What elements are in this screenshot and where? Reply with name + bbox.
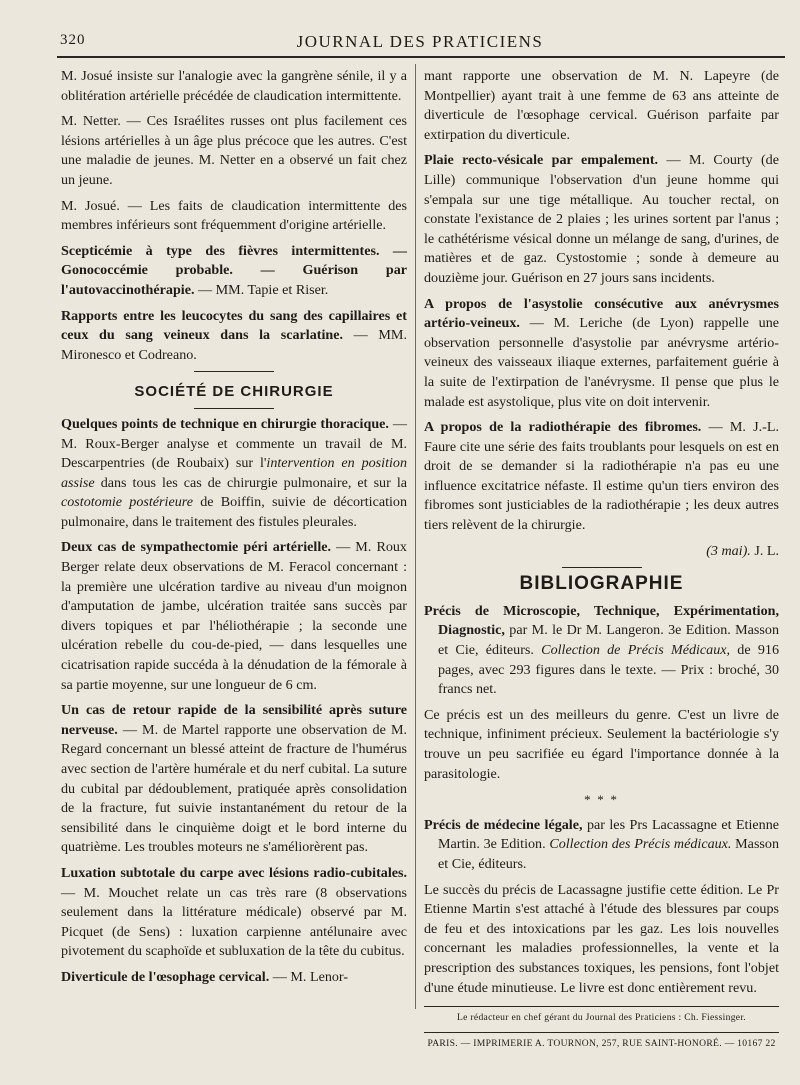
- entry-title: Un cas de retour rapide de la sensibilité après suture nerveuse.: [61, 702, 407, 738]
- paragraph: [424, 295, 779, 413]
- paragraph: M. Josué. — Les faits de claudication intermittente des membres inférieurs sont fréquemment d'origine artérielle.: [61, 197, 407, 234]
- entry-title: Quelques points de technique en chirurgie thoracique.: [61, 415, 389, 432]
- entry-title: Plaie recto-vésicale par empalement.: [424, 152, 659, 169]
- column-divider: [415, 64, 416, 1009]
- entry-text: — M. Roux-Berger analyse et commente un travail de M. Descarpentries (de Roubaix) sur l': [61, 415, 407, 472]
- bibliography-entry: [424, 602, 779, 700]
- signature-initials: J. L.: [750, 542, 779, 559]
- paragraph: [61, 538, 407, 695]
- entry-title: Scepticémie à type des fièvres intermittentes. — Gonococcémie probable. — Guérison par l'autovaccinothérapie.: [61, 242, 407, 298]
- footer-rule: [424, 1032, 779, 1033]
- signature-date: (3 mai).: [706, 542, 751, 559]
- paragraph: M. Netter. — Ces Israélites russes ont plus facilement ces lésions artérielles à un âge plus précoce que les autres. C'est une maladie de jeunes. M. Netter en a observé un fait chez un jeune.: [61, 113, 407, 188]
- divider: [194, 371, 274, 372]
- paragraph: mant rapporte une observation de M. N. Lapeyre (de Montpellier) ayant trait à une femme de 63 ans atteinte de diverticule de l'œsophage cervical. Guérison parfaite par extirpation du diverticule.: [424, 68, 779, 143]
- book-title: Précis de médecine légale,: [424, 816, 583, 833]
- divider: [562, 567, 642, 568]
- review-text: Ce précis est un des meilleurs du genre. C'est un livre de technique, infiniment précieux. Seulement la bactériologie s'y trouve un peu sacrifiée eu égard l'importance donnée à la parasitologie.: [424, 706, 779, 782]
- entry-title: A propos de la radiothérapie des fibromes.: [424, 419, 702, 436]
- entry-text: de Boiffin, suivie de décortication pulmonaire, dans le traitement des fistules pleurales.: [61, 494, 407, 530]
- paragraph: [61, 307, 407, 366]
- entry-text: — MM. Tapie et Riser.: [198, 281, 329, 298]
- paragraph: [61, 415, 407, 533]
- signature: [424, 542, 779, 562]
- bibliography-title: BIBLIOGRAPHIE: [519, 573, 684, 595]
- header-rule: [57, 56, 785, 58]
- entry-text: — M. de Martel rapporte une observation de M. Regard concernant un blessé atteint de fracture de l'humérus avec section de l'artère humérale et du nerf cubital. La suture du cubital par dédoublement, pratiquée après consolidation de la fracture, fut suivie instantanément du retour de la sensibilité dans le cinquième doigt et le bord interne du quatrième. Les troubles moteurs ne s'améliorèrent pas.: [61, 721, 407, 856]
- entry-title: Diverticule de l'œsophage cervical.: [61, 968, 270, 985]
- book-details: par M. le Dr M. Langeron. 3e Edition. Masson et Cie, éditeurs.: [438, 622, 779, 659]
- paragraph: [424, 418, 779, 536]
- paragraph: [61, 864, 407, 962]
- paragraph: [61, 968, 407, 988]
- entry-text: — M. Roux Berger relate deux observations de M. Feracol concernant : la première une ulcération tardive au niveau d'un moignon d'amputation de jambe, ulcération traitée sans succès par divers topiques et par l'héliothérapie ; la seconde une ulcération rebelle du cou-de-pied, — dans lesquelles une cicatrisation rapide succéda à la dénudation de la fémorale à sa partie moyenne, sur une longueur de 6 cm.: [61, 539, 407, 693]
- entry-text: dans tous les cas de chirurgie pulmonaire, et sur la: [94, 474, 407, 491]
- bibliography-entry: [424, 816, 779, 875]
- entry-text: — M. Courty (de Lille) communique l'observation d'un jeune homme qui s'empala sur une tige métallique. Au toucher rectal, on constate l'existance de 2 plaies ; les urines sortent par l'anus ; le cathétérisme vésical donne un mélange de sang, d'urines, de matières et de gaz. Cystostomie ; sonde à demeure au douzième jour. Guérison en 27 jours sans incidents.: [424, 152, 779, 286]
- book-details: Masson et Cie, éditeurs.: [438, 836, 780, 872]
- stars-separator: * * *: [584, 792, 619, 808]
- entry-text: — M. Mouchet relate un cas très rare (8 observations seulement dans la littérature médicale) observé par M. Picquet (de Sens) : luxation carpienne antélunaire avec pivotement du scaphoïde et subluxation de la tête du cubitus.: [61, 884, 407, 960]
- page-header: [60, 32, 780, 54]
- paragraph: [424, 151, 779, 288]
- paragraph: [61, 242, 407, 301]
- entry-italic: intervention en position assise: [61, 455, 407, 491]
- divider: [194, 408, 274, 409]
- right-column: [424, 67, 779, 1050]
- entry-text: — M. Leriche (de Lyon) rappelle une observation personnelle d'asystolie par anévrysme artério-veineux des vaisseaux iliaque externes, parfaitement guérie à la suite de l'extirpation de l'anévrysme. Il pense que plus le malade est asystolique, plus vite on doit intervenir.: [424, 315, 779, 410]
- left-column: [61, 67, 407, 994]
- entry-text: — M. J.-L. Faure cite une série des faits troublants pour lesquels on est en droit de se demander si la radiothérapie n'a pas eu une influence excitatrice néfaste. Il estime qu'un tiers environ des fibromes sont justiciables de la radiothérapie ; les deux autres tiers relèvent de la chirurgie.: [424, 419, 780, 534]
- entry-text: — M. Lenor-: [272, 968, 349, 985]
- entry-text: — MM. Mironesco et Codreano.: [61, 327, 407, 363]
- book-details: de 916 pages, avec 293 figures dans le texte. — Prix : broché, 30 francs net.: [438, 642, 779, 698]
- entry-title: Rapports entre les leucocytes du sang des capillaires et ceux du sang veineux dans la scarlatine.: [61, 307, 407, 344]
- review-text: Le succès du précis de Lacassagne justifie cette édition. Le Pr Etienne Martin s'est attaché à l'étude des blessures par coups de feu et des intoxications par les gaz. Les lois nouvelles concernant les maladies professionnelles, la vente et la prescription des substances toxiques, les pensions, font l'objet d'une étude minutieuse. Le livre est donc entièrement revu.: [424, 881, 779, 996]
- book-collection: Collection de Précis Médicaux,: [541, 642, 731, 659]
- journal-title: JOURNAL DES PRATICIENS: [296, 32, 544, 51]
- book-title: Précis de Microscopie, Technique, Expérimentation, Diagnostic,: [424, 602, 779, 639]
- paragraph: [61, 701, 407, 858]
- book-details: par les Prs Lacassagne et Etienne Martin. 3e Edition.: [438, 816, 779, 853]
- page-number: 320: [60, 32, 86, 48]
- book-collection: Collection des Précis médicaux.: [549, 836, 732, 853]
- footer-rule: [424, 1006, 779, 1007]
- section-title: SOCIÉTÉ DE CHIRURGIE: [134, 383, 334, 401]
- entry-title: A propos de l'asystolie consécutive aux anévrysmes artério-veineux.: [424, 295, 779, 332]
- entry-italic: costotomie postérieure: [61, 494, 193, 511]
- printer-line: PARIS. — IMPRIMERIE A. TOURNON, 257, RUE SAINT-HONORÉ. — 10167 22: [427, 1038, 776, 1050]
- entry-title: Luxation subtotale du carpe avec lésions radio-cubitales.: [61, 864, 407, 881]
- editor-line: Le rédacteur en chef gérant du Journal des Praticiens : Ch. Fiessinger.: [456, 1012, 747, 1024]
- paragraph: M. Josué insiste sur l'analogie avec la gangrène sénile, il y a oblitération artérielle précédée de claudication intermittente.: [61, 68, 407, 104]
- entry-title: Deux cas de sympathectomie péri artérielle.: [61, 539, 332, 556]
